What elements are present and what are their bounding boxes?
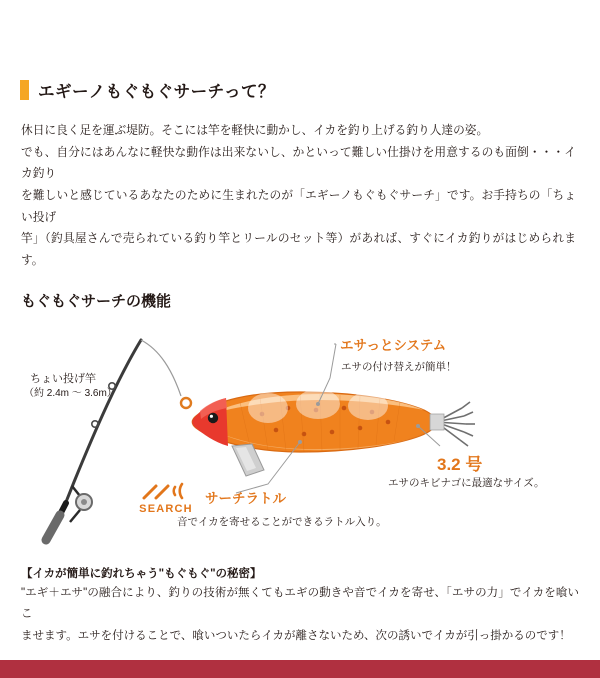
callout-title-esatto: エサっとシステム <box>340 338 447 353</box>
callout-sub-esatto: エサの付け替えが簡単！ <box>341 361 457 373</box>
footer-bar <box>0 660 600 678</box>
callout-title-rattle: サーチラトル <box>205 491 286 506</box>
rod-label: ちょい投げ竿 <box>30 373 96 385</box>
intro-line: 休日に良く足を運ぶ堤防。そこには竿を軽快に動かし、イカを釣り上げる釣り人達の姿。 <box>21 124 489 137</box>
secret-line: ませます。エサを付けることで、喰いついたらイカが離さないため、次の誘いでイカが引っ掛かるのです！ <box>21 629 571 642</box>
callout-sub-rattle: 音でイカを寄せることができるラトル入り。 <box>177 516 387 528</box>
title-accent-bar <box>20 80 29 100</box>
page-root <box>0 78 600 678</box>
secret-title: 【イカが簡単に釣れちゃう"もぐもぐ"の秘密】 <box>21 568 262 580</box>
callout-title-size: 3.2 号 <box>437 455 483 474</box>
wifi-wave-icon <box>130 482 202 502</box>
intro-line: 竿」（釣具屋さんで売られている釣り竿とリールのセット等）があれば、すぐにイカ釣りがはじめられます。 <box>21 232 576 267</box>
page-title <box>20 78 586 102</box>
intro-line: を難しいと感じているあなたのために生まれたのが「エギーノもぐもぐサーチ」です。お手持ちの「ちょい投げ <box>21 188 576 224</box>
search-logo-text: SEARCH <box>139 503 193 515</box>
callout-sub-size: エサのキビナゴに最適なサイズ。 <box>388 477 545 489</box>
page-title-text: エギーノもぐもぐサーチって？ <box>38 83 276 101</box>
section-subtitle: もぐもぐサーチの機能 <box>21 293 172 311</box>
secret-body <box>21 583 579 647</box>
rod-spec-label: （約 2.4m ～ 3.6m） <box>24 388 117 399</box>
intro-paragraph <box>21 120 576 271</box>
intro-line: でも、自分にはあんなに軽快な動作は出来ないし、かといって難しい仕掛けを用意するのも面倒・・・イカ釣り <box>21 145 576 181</box>
search-logo <box>130 482 202 515</box>
secret-line: "エギ＋エサ"の融合により、釣りの技術が無くてもエギの動きや音でイカを寄せ、「エサの力」でイカを喰いこ <box>21 587 579 621</box>
